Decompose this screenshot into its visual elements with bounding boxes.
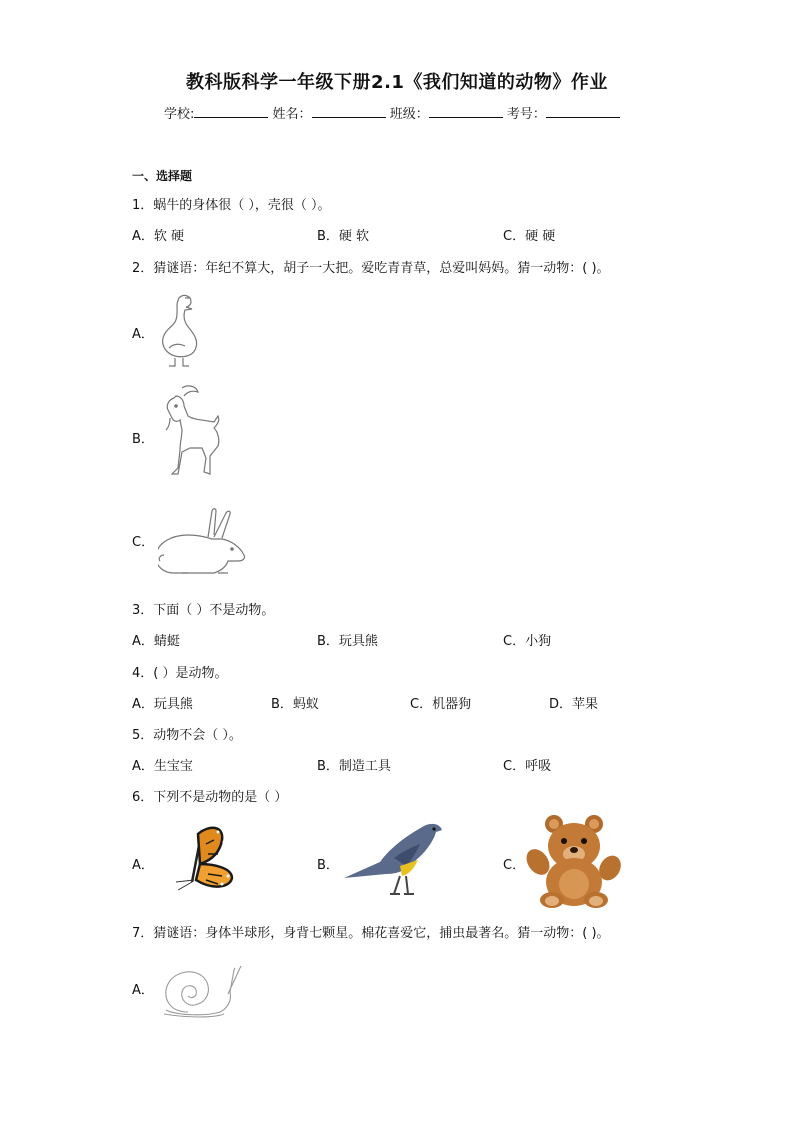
q4-option-c[interactable]: C．机器狗 <box>410 697 472 712</box>
student-info-line <box>164 103 620 122</box>
class-blank[interactable] <box>429 105 503 118</box>
page-title: 教科版科学一年级下册2.1《我们知道的动物》作业 <box>186 72 608 93</box>
question-1-stem: 1．蜗牛的身体很（ ），壳很（ ）。 <box>132 198 331 213</box>
q5-option-a[interactable]: A．生宝宝 <box>132 759 193 774</box>
q2-option-a[interactable]: A． <box>132 327 154 342</box>
q6-option-b[interactable]: B． <box>317 858 339 873</box>
exam-no-blank[interactable] <box>546 105 620 118</box>
goose-sketch-icon <box>155 292 207 368</box>
q5-option-c[interactable]: C．呼吸 <box>503 759 552 774</box>
q1-option-b[interactable]: B．硬 软 <box>317 229 370 244</box>
rabbit-sketch-icon <box>158 507 252 579</box>
question-4-stem: 4．( ）是动物。 <box>132 666 228 681</box>
q3-option-a[interactable]: A．蜻蜓 <box>132 634 180 649</box>
school-blank[interactable] <box>194 105 268 118</box>
question-6-stem: 6．下列不是动物的是（ ） <box>132 790 288 805</box>
name-label: 姓名： <box>272 107 312 122</box>
q1-option-a[interactable]: A．软 硬 <box>132 229 185 244</box>
q6-option-a[interactable]: A． <box>132 858 154 873</box>
goat-sketch-icon <box>160 384 236 482</box>
q2-option-c[interactable]: C． <box>132 535 155 550</box>
class-label: 班级： <box>389 107 429 122</box>
exam-no-label: 考号： <box>506 107 546 122</box>
q7-option-a[interactable]: A． <box>132 983 154 998</box>
snail-sketch-icon <box>158 962 242 1020</box>
q4-option-d[interactable]: D．苹果 <box>549 697 599 712</box>
q6-option-c[interactable]: C． <box>503 858 526 873</box>
q5-option-b[interactable]: B．制造工具 <box>317 759 391 774</box>
question-3-stem: 3．下面（ ）不是动物。 <box>132 603 275 618</box>
question-2-stem: 2．猜谜语：年纪不算大，胡子一大把。爱吃青青草，总爱叫妈妈。猜一动物：( )。 <box>132 261 610 276</box>
school-label: 学校: <box>164 107 195 122</box>
teddy-bear-photo-icon <box>524 812 624 908</box>
q3-option-c[interactable]: C．小狗 <box>503 634 552 649</box>
q4-option-b[interactable]: B．蚂蚁 <box>271 697 319 712</box>
q1-option-c[interactable]: C．硬 硬 <box>503 229 556 244</box>
question-5-stem: 5．动物不会（ ）。 <box>132 728 242 743</box>
bird-photo-icon <box>340 818 446 900</box>
q4-option-a[interactable]: A．玩具熊 <box>132 697 193 712</box>
q2-option-b[interactable]: B． <box>132 432 154 447</box>
section-heading: 一、选择题 <box>132 169 193 183</box>
butterfly-photo-icon <box>162 820 238 896</box>
question-7-stem: 7．猜谜语：身体半球形，身背七颗星。棉花喜爱它，捕虫最著名。猜一动物：( )。 <box>132 926 610 941</box>
name-blank[interactable] <box>312 105 386 118</box>
q3-option-b[interactable]: B．玩具熊 <box>317 634 378 649</box>
